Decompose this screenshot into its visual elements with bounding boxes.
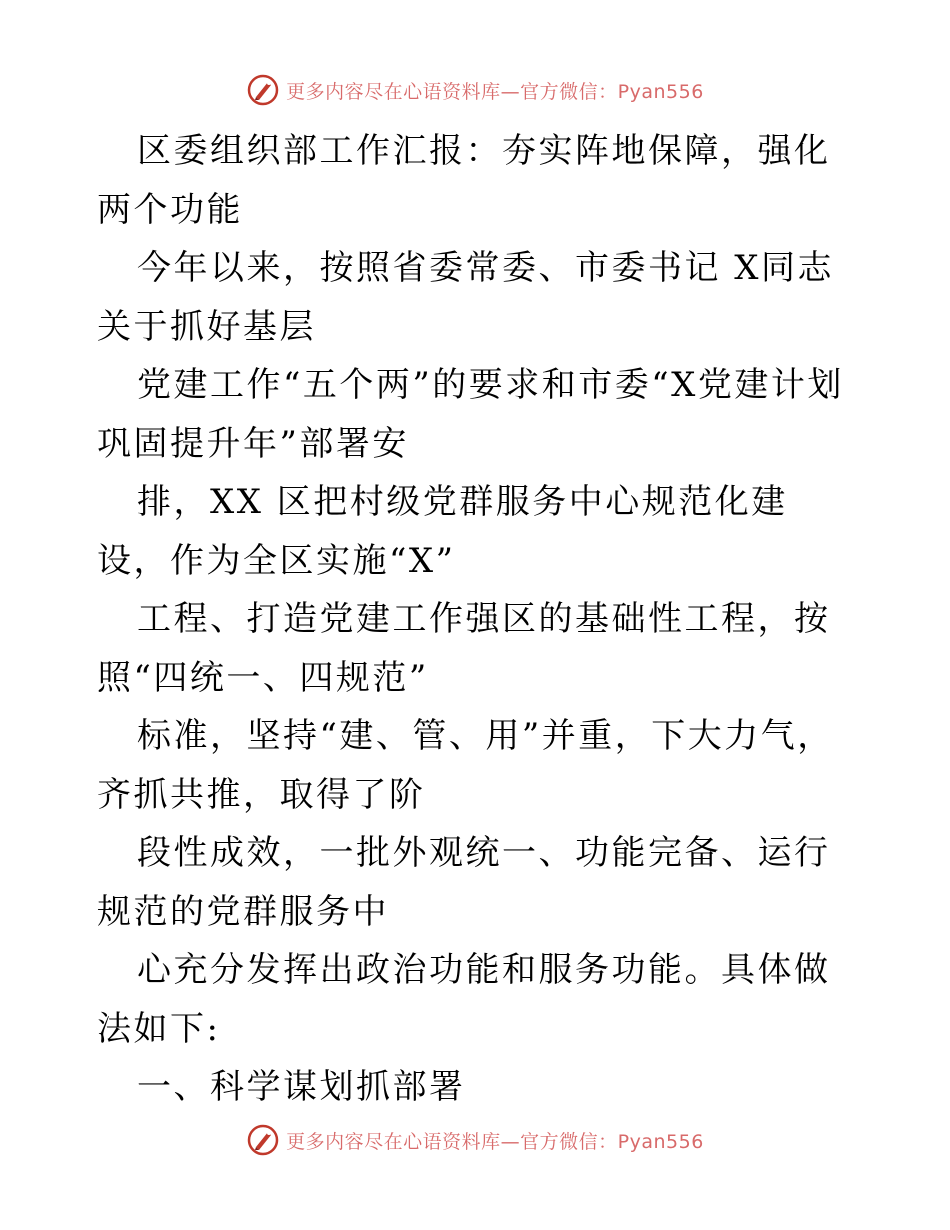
watermark-text: 更多内容尽在心语资料库—官方微信：Pyan556	[286, 80, 704, 103]
paragraph: 心充分发挥出政治功能和服务功能。具体做法如下:	[97, 950, 831, 1049]
paragraph: 段性成效，一批外观统一、功能完备、运行规范的党群服务中	[97, 833, 831, 932]
watermark-footer	[0, 1122, 950, 1158]
section-heading: 一、科学谋划抓部署	[137, 1067, 466, 1107]
paragraph: 今年以来，按照省委常委、市委书记 X同志关于抓好基层	[97, 248, 835, 347]
paragraph: 区委组织部工作汇报：夯实阵地保障，强化两个功能	[97, 131, 831, 230]
watermark-header	[0, 72, 950, 108]
paragraph: 排，XX 区把村级党群服务中心规范化建设，作为全区实施“X”	[97, 482, 788, 581]
pen-logo-icon	[246, 73, 280, 107]
document-body	[97, 122, 857, 1117]
pen-logo-icon	[246, 1123, 280, 1157]
paragraph: 工程、打造党建工作强区的基础性工程，按照“四统一、四规范”	[97, 599, 831, 698]
paragraph: 标准，坚持“建、管、用”并重，下大力气，齐抓共推，取得了阶	[97, 716, 834, 815]
paragraph: 党建工作“五个两”的要求和市委“X党建计划巩固提升年”部署安	[97, 365, 844, 464]
watermark-text: 更多内容尽在心语资料库—官方微信：Pyan556	[286, 1130, 704, 1153]
